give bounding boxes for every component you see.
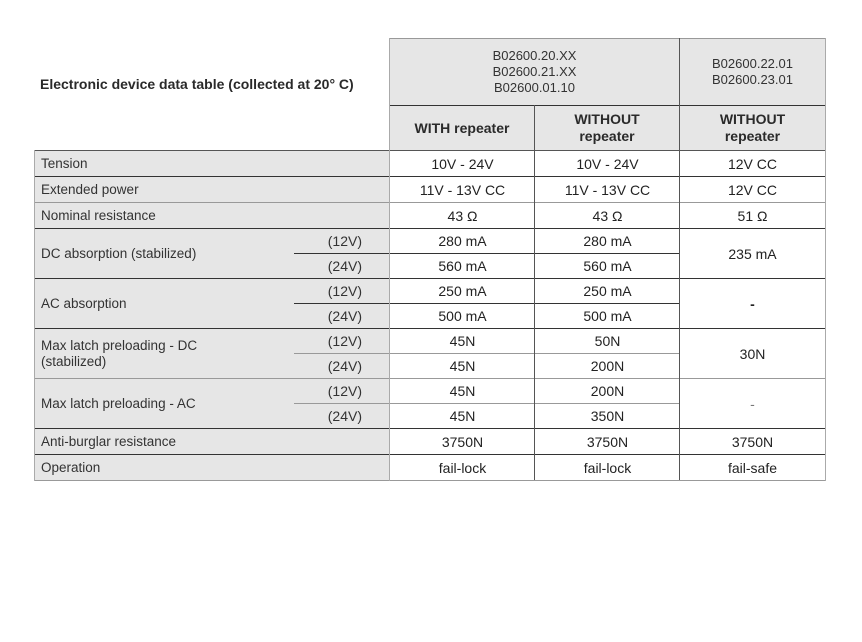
- row-label-operation: Operation: [34, 455, 390, 480]
- cell: fail-lock: [390, 455, 535, 480]
- cell: 45N: [390, 329, 535, 353]
- cell: 30N: [680, 329, 825, 378]
- grid-line: [34, 202, 826, 203]
- row-label-latch-dc: Max latch preloading - DC (stabilized): [34, 329, 294, 378]
- cell: 45N: [390, 404, 535, 428]
- voltage-12v: (12V): [294, 329, 390, 353]
- cell: 500 mA: [535, 304, 680, 328]
- cell: 43 Ω: [390, 203, 535, 228]
- cell: 280 mA: [390, 229, 535, 253]
- grid-line: [389, 38, 390, 481]
- grid-line: [34, 150, 35, 481]
- grid-line: [679, 38, 680, 480]
- voltage-12v: (12V): [294, 379, 390, 403]
- cell: 250 mA: [390, 279, 535, 303]
- grid-line: [34, 278, 826, 279]
- grid-line: [390, 38, 826, 39]
- cell: fail-safe: [680, 455, 825, 480]
- cell: 12V CC: [680, 177, 825, 202]
- table-title: Electronic device data table (collected at 20° C): [40, 76, 354, 92]
- header-col-without-repeater: WITHOUT repeater: [535, 106, 679, 150]
- row-label-tension: Tension: [34, 151, 390, 176]
- cell: fail-lock: [535, 455, 680, 480]
- cell: 10V - 24V: [535, 151, 680, 176]
- cell: 12V CC: [680, 151, 825, 176]
- voltage-24v: (24V): [294, 254, 390, 278]
- grid-line: [34, 480, 826, 481]
- row-label-latch-ac: Max latch preloading - AC: [34, 379, 294, 428]
- grid-line: [825, 38, 826, 481]
- grid-line: [34, 228, 826, 229]
- cell: 10V - 24V: [390, 151, 535, 176]
- cell: -: [680, 279, 825, 328]
- cell: 11V - 13V CC: [390, 177, 535, 202]
- grid-line: [390, 105, 826, 106]
- voltage-24v: (24V): [294, 354, 390, 378]
- cell: 200N: [535, 379, 680, 403]
- grid-line: [34, 328, 826, 329]
- voltage-24v: (24V): [294, 404, 390, 428]
- header-group-1: B02600.20.XX B02600.21.XX B02600.01.10: [390, 39, 679, 105]
- grid-line: [534, 105, 535, 480]
- cell: 45N: [390, 354, 535, 378]
- row-label-ac-absorption: AC absorption: [34, 279, 294, 328]
- cell: 50N: [535, 329, 680, 353]
- grid-line: [34, 150, 826, 151]
- cell: 3750N: [680, 429, 825, 454]
- cell: 11V - 13V CC: [535, 177, 680, 202]
- voltage-12v: (12V): [294, 229, 390, 253]
- cell: 560 mA: [535, 254, 680, 278]
- cell: 350N: [535, 404, 680, 428]
- row-label-anti-burglar: Anti-burglar resistance: [34, 429, 390, 454]
- voltage-12v: (12V): [294, 279, 390, 303]
- cell: 235 mA: [680, 229, 825, 278]
- cell: 280 mA: [535, 229, 680, 253]
- cell: 51 Ω: [680, 203, 825, 228]
- grid-line: [34, 454, 826, 455]
- cell: 560 mA: [390, 254, 535, 278]
- grid-line: [294, 403, 680, 404]
- voltage-24v: (24V): [294, 304, 390, 328]
- grid-line: [294, 253, 680, 254]
- grid-line: [294, 353, 680, 354]
- cell: -: [680, 379, 825, 428]
- cell: 3750N: [535, 429, 680, 454]
- cell: 3750N: [390, 429, 535, 454]
- cell: 250 mA: [535, 279, 680, 303]
- header-col-with-repeater: WITH repeater: [390, 106, 534, 150]
- cell: 45N: [390, 379, 535, 403]
- grid-line: [34, 428, 826, 429]
- header-col-without-repeater-2: WITHOUT repeater: [680, 106, 825, 150]
- cell: 43 Ω: [535, 203, 680, 228]
- grid-line: [294, 303, 680, 304]
- row-label-dc-absorption: DC absorption (stabilized): [34, 229, 294, 278]
- cell: 200N: [535, 354, 680, 378]
- grid-line: [34, 378, 826, 379]
- grid-line: [34, 176, 826, 177]
- cell: 500 mA: [390, 304, 535, 328]
- row-label-extended-power: Extended power: [34, 177, 390, 202]
- row-label-nominal-resistance: Nominal resistance: [34, 203, 390, 228]
- header-group-2: B02600.22.01 B02600.23.01: [680, 39, 825, 105]
